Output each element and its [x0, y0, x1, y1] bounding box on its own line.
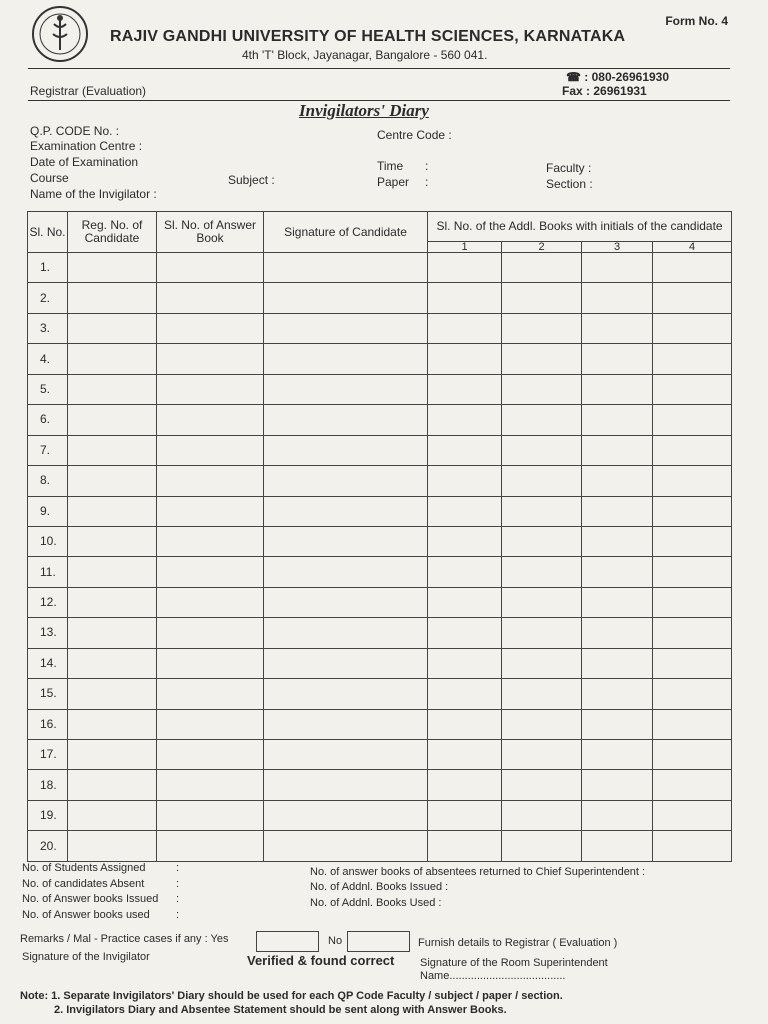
- paper-label: Paper: [377, 175, 410, 189]
- addl-book-1-cell[interactable]: [428, 313, 502, 343]
- reg-no-cell[interactable]: [68, 648, 157, 678]
- addl-book-2-cell[interactable]: [502, 526, 582, 556]
- addl-book-4-cell[interactable]: [653, 770, 732, 800]
- header-divider: [28, 68, 730, 69]
- addl-book-2-cell[interactable]: [502, 648, 582, 678]
- addnl-books-used-label: No. of Addnl. Books Used :: [310, 897, 442, 909]
- addl-book-2-cell[interactable]: [502, 679, 582, 709]
- addl-book-3-cell[interactable]: [582, 253, 653, 283]
- addl-book-1-cell[interactable]: [428, 557, 502, 587]
- answer-book-cell[interactable]: [157, 344, 264, 374]
- row-serial-number: 3.: [28, 313, 68, 343]
- row-serial-number: 16.: [28, 709, 68, 739]
- answer-book-cell[interactable]: [157, 435, 264, 465]
- table-row: [28, 466, 732, 496]
- addl-book-4-cell[interactable]: [653, 313, 732, 343]
- addl-book-2-cell[interactable]: [502, 740, 582, 770]
- reg-no-cell[interactable]: [68, 618, 157, 648]
- subcol-1: 1: [428, 242, 502, 253]
- addl-book-4-cell[interactable]: [653, 800, 732, 830]
- answer-book-cell[interactable]: [157, 313, 264, 343]
- reg-no-cell[interactable]: [68, 466, 157, 496]
- addnl-books-issued-label: No. of Addnl. Books Issued :: [310, 881, 449, 893]
- addl-book-3-cell[interactable]: [582, 374, 653, 404]
- answer-book-cell[interactable]: [157, 405, 264, 435]
- form-number: Form No. 4: [665, 14, 728, 28]
- addl-book-3-cell[interactable]: [582, 526, 653, 556]
- addl-book-3-cell[interactable]: [582, 435, 653, 465]
- addl-book-1-cell[interactable]: [428, 800, 502, 830]
- addl-book-1-cell[interactable]: [428, 405, 502, 435]
- addl-book-4-cell[interactable]: [653, 648, 732, 678]
- exam-date-label: Date of Examination: [30, 155, 139, 169]
- answer-book-cell[interactable]: [157, 466, 264, 496]
- reg-no-cell[interactable]: [68, 709, 157, 739]
- addl-book-1-cell[interactable]: [428, 679, 502, 709]
- signature-cell[interactable]: [264, 587, 428, 617]
- addl-book-3-cell[interactable]: [582, 679, 653, 709]
- row-serial-number: 2.: [28, 283, 68, 313]
- addl-book-3-cell[interactable]: [582, 831, 653, 862]
- answer-book-cell[interactable]: [157, 679, 264, 709]
- answer-book-cell[interactable]: [157, 770, 264, 800]
- reg-no-cell[interactable]: [68, 679, 157, 709]
- addl-book-4-cell[interactable]: [653, 283, 732, 313]
- phone-icon: ☎: [566, 70, 585, 84]
- faculty-label: Faculty :: [546, 161, 592, 175]
- registrar-label: Registrar (Evaluation): [30, 84, 147, 98]
- addl-book-3-cell[interactable]: [582, 709, 653, 739]
- reg-no-cell[interactable]: [68, 496, 157, 526]
- addl-book-3-cell[interactable]: [582, 740, 653, 770]
- addl-book-3-cell[interactable]: [582, 313, 653, 343]
- signature-cell[interactable]: [264, 344, 428, 374]
- addl-book-4-cell[interactable]: [653, 405, 732, 435]
- exam-centre-label: Examination Centre :: [30, 139, 143, 153]
- table-row: [28, 800, 732, 830]
- signature-cell[interactable]: [264, 253, 428, 283]
- answer-book-cell[interactable]: [157, 740, 264, 770]
- table-row: [28, 679, 732, 709]
- addl-book-1-cell[interactable]: [428, 587, 502, 617]
- signature-cell[interactable]: [264, 831, 428, 862]
- signature-cell[interactable]: [264, 709, 428, 739]
- addl-book-1-cell[interactable]: [428, 466, 502, 496]
- table-row: [28, 831, 732, 862]
- addl-book-1-cell[interactable]: [428, 283, 502, 313]
- addl-book-1-cell[interactable]: [428, 344, 502, 374]
- reg-no-cell[interactable]: [68, 526, 157, 556]
- university-name: RAJIV GANDHI UNIVERSITY OF HEALTH SCIENCES, KARNATAKA: [110, 28, 626, 45]
- signature-cell[interactable]: [264, 557, 428, 587]
- row-serial-number: 6.: [28, 405, 68, 435]
- students-assigned-label: No. of Students Assigned: [22, 862, 146, 874]
- addl-book-3-cell[interactable]: [582, 405, 653, 435]
- reg-no-cell[interactable]: [68, 344, 157, 374]
- answer-book-cell[interactable]: [157, 496, 264, 526]
- addl-book-4-cell[interactable]: [653, 679, 732, 709]
- reg-no-cell[interactable]: [68, 740, 157, 770]
- addl-book-3-cell[interactable]: [582, 344, 653, 374]
- reg-no-cell[interactable]: [68, 435, 157, 465]
- superintendent-name-line: Name......................................: [420, 970, 566, 982]
- table-row: [28, 253, 732, 283]
- reg-no-cell[interactable]: [68, 283, 157, 313]
- table-row: [28, 435, 732, 465]
- addl-book-4-cell[interactable]: [653, 618, 732, 648]
- addl-book-2-cell[interactable]: [502, 618, 582, 648]
- addl-book-4-cell[interactable]: [653, 557, 732, 587]
- qp-code-label: Q.P. CODE No. :: [30, 124, 120, 138]
- addl-book-2-cell[interactable]: [502, 770, 582, 800]
- table-row: [28, 526, 732, 556]
- addl-book-1-cell[interactable]: [428, 770, 502, 800]
- subcol-3: 3: [582, 242, 653, 253]
- addl-book-2-cell[interactable]: [502, 587, 582, 617]
- university-logo: [26, 4, 94, 64]
- row-serial-number: 18.: [28, 770, 68, 800]
- addl-book-2-cell[interactable]: [502, 344, 582, 374]
- invigilator-signature-label: Signature of the Invigilator: [22, 951, 150, 963]
- row-serial-number: 4.: [28, 344, 68, 374]
- addl-book-2-cell[interactable]: [502, 557, 582, 587]
- answer-books-used-label: No. of Answer books used: [22, 909, 150, 921]
- row-serial-number: 11.: [28, 557, 68, 587]
- answer-books-issued-label: No. of Answer books Issued: [22, 893, 159, 905]
- subcol-2: 2: [502, 242, 582, 253]
- subcol-4: 4: [653, 242, 732, 253]
- addl-book-2-cell[interactable]: [502, 800, 582, 830]
- addl-book-3-cell[interactable]: [582, 283, 653, 313]
- addl-book-4-cell[interactable]: [653, 831, 732, 862]
- answer-book-cell[interactable]: [157, 253, 264, 283]
- centre-code-label: Centre Code :: [377, 128, 452, 142]
- row-serial-number: 10.: [28, 526, 68, 556]
- col-header-reg-no: Reg. No. of Candidate: [68, 212, 157, 253]
- addl-book-1-cell[interactable]: [428, 831, 502, 862]
- table-row: [28, 709, 732, 739]
- answer-book-cell[interactable]: [157, 648, 264, 678]
- addl-book-3-cell[interactable]: [582, 648, 653, 678]
- table-row: [28, 648, 732, 678]
- row-serial-number: 9.: [28, 496, 68, 526]
- addl-book-1-cell[interactable]: [428, 435, 502, 465]
- addl-book-3-cell[interactable]: [582, 770, 653, 800]
- signature-cell[interactable]: [264, 800, 428, 830]
- signature-cell[interactable]: [264, 526, 428, 556]
- addl-book-2-cell[interactable]: [502, 313, 582, 343]
- signature-cell[interactable]: [264, 648, 428, 678]
- answer-book-cell[interactable]: [157, 557, 264, 587]
- table-row: [28, 770, 732, 800]
- addl-book-1-cell[interactable]: [428, 709, 502, 739]
- table-row: [28, 405, 732, 435]
- remarks-label: Remarks / Mal - Practice cases if any : Yes: [20, 933, 229, 945]
- addl-book-4-cell[interactable]: [653, 374, 732, 404]
- phone-number: [566, 70, 669, 84]
- col-header-signature: Signature of Candidate: [264, 212, 428, 253]
- addl-book-1-cell[interactable]: [428, 526, 502, 556]
- addl-book-1-cell[interactable]: [428, 618, 502, 648]
- row-serial-number: 15.: [28, 679, 68, 709]
- fax-number: Fax : 26961931: [562, 84, 647, 98]
- remarks-yes-box[interactable]: [256, 931, 319, 952]
- row-serial-number: 14.: [28, 648, 68, 678]
- col-header-answer-book: Sl. No. of Answer Book: [157, 212, 264, 253]
- addl-book-2-cell[interactable]: [502, 709, 582, 739]
- signature-cell[interactable]: [264, 435, 428, 465]
- addl-book-3-cell[interactable]: [582, 618, 653, 648]
- signature-cell[interactable]: [264, 740, 428, 770]
- row-serial-number: 19.: [28, 800, 68, 830]
- addl-book-2-cell[interactable]: [502, 283, 582, 313]
- table-row: [28, 374, 732, 404]
- table-row: [28, 313, 732, 343]
- absentee-books-returned-label: No. of answer books of absentees returned to Chief Superintendent :: [310, 866, 646, 878]
- signature-cell[interactable]: [264, 374, 428, 404]
- table-row: [28, 344, 732, 374]
- addl-book-4-cell[interactable]: [653, 709, 732, 739]
- colon-1: :: [176, 862, 180, 874]
- addl-book-2-cell[interactable]: [502, 466, 582, 496]
- row-serial-number: 1.: [28, 253, 68, 283]
- answer-book-cell[interactable]: [157, 800, 264, 830]
- row-serial-number: 17.: [28, 740, 68, 770]
- remarks-no-label: No: [328, 935, 343, 947]
- reg-no-cell[interactable]: [68, 770, 157, 800]
- addl-book-1-cell[interactable]: [428, 648, 502, 678]
- table-row: [28, 557, 732, 587]
- answer-book-cell[interactable]: [157, 374, 264, 404]
- reg-no-cell[interactable]: [68, 253, 157, 283]
- addl-book-1-cell[interactable]: [428, 496, 502, 526]
- row-serial-number: 13.: [28, 618, 68, 648]
- addl-book-1-cell[interactable]: [428, 253, 502, 283]
- addl-book-4-cell[interactable]: [653, 526, 732, 556]
- addl-book-2-cell[interactable]: [502, 435, 582, 465]
- answer-book-cell[interactable]: [157, 526, 264, 556]
- signature-cell[interactable]: [264, 496, 428, 526]
- addl-book-3-cell[interactable]: [582, 466, 653, 496]
- signature-cell[interactable]: [264, 770, 428, 800]
- candidates-absent-label: No. of candidates Absent: [22, 878, 145, 890]
- signature-cell[interactable]: [264, 405, 428, 435]
- addl-book-2-cell[interactable]: [502, 374, 582, 404]
- addl-book-2-cell[interactable]: [502, 253, 582, 283]
- answer-book-cell[interactable]: [157, 283, 264, 313]
- reg-no-cell[interactable]: [68, 405, 157, 435]
- table-row: [28, 496, 732, 526]
- paper-colon: :: [425, 175, 429, 189]
- addl-book-4-cell[interactable]: [653, 740, 732, 770]
- answer-book-cell[interactable]: [157, 831, 264, 862]
- addl-book-3-cell[interactable]: [582, 587, 653, 617]
- addl-book-1-cell[interactable]: [428, 740, 502, 770]
- time-label: Time: [377, 159, 404, 173]
- reg-no-cell[interactable]: [68, 831, 157, 862]
- verified-label: Verified & found correct: [247, 953, 395, 968]
- colon-3: :: [176, 893, 180, 905]
- table-row: [28, 740, 732, 770]
- section-label: Section :: [546, 177, 593, 191]
- time-colon: :: [425, 159, 429, 173]
- course-label: Course: [30, 171, 69, 185]
- note-1: Note: 1. Separate Invigilators' Diary should be used for each QP Code Faculty / subject / paper / section.: [20, 990, 563, 1002]
- table-row: [28, 587, 732, 617]
- row-serial-number: 5.: [28, 374, 68, 404]
- reg-no-cell[interactable]: [68, 374, 157, 404]
- addl-book-3-cell[interactable]: [582, 496, 653, 526]
- signature-cell[interactable]: [264, 313, 428, 343]
- page-title: Invigilators' Diary: [299, 101, 429, 120]
- addl-book-1-cell[interactable]: [428, 374, 502, 404]
- reg-no-cell[interactable]: [68, 313, 157, 343]
- row-serial-number: 12.: [28, 587, 68, 617]
- row-serial-number: 7.: [28, 435, 68, 465]
- addl-book-2-cell[interactable]: [502, 496, 582, 526]
- signature-cell[interactable]: [264, 679, 428, 709]
- answer-book-cell[interactable]: [157, 587, 264, 617]
- reg-no-cell[interactable]: [68, 557, 157, 587]
- table-row: [28, 283, 732, 313]
- addl-book-4-cell[interactable]: [653, 496, 732, 526]
- addl-book-4-cell[interactable]: [653, 344, 732, 374]
- phone-text: : 080-26961930: [584, 70, 670, 84]
- table-row: [28, 618, 732, 648]
- addl-book-4-cell[interactable]: [653, 253, 732, 283]
- colon-4: :: [176, 909, 180, 921]
- answer-book-cell[interactable]: [157, 618, 264, 648]
- addl-book-2-cell[interactable]: [502, 831, 582, 862]
- signature-cell[interactable]: [264, 283, 428, 313]
- room-superintendent-signature-label: Signature of the Room Superintendent: [420, 957, 608, 969]
- invigilator-diary-table: [27, 211, 732, 862]
- university-address: 4th 'T' Block, Jayanagar, Bangalore - 560 041.: [242, 48, 488, 62]
- remarks-no-box[interactable]: [347, 931, 410, 952]
- addl-book-4-cell[interactable]: [653, 587, 732, 617]
- addl-book-4-cell[interactable]: [653, 435, 732, 465]
- addl-book-4-cell[interactable]: [653, 466, 732, 496]
- signature-cell[interactable]: [264, 466, 428, 496]
- addl-book-3-cell[interactable]: [582, 557, 653, 587]
- addl-book-2-cell[interactable]: [502, 405, 582, 435]
- addl-book-3-cell[interactable]: [582, 800, 653, 830]
- note-2: 2. Invigilators Diary and Absentee Statement should be sent along with Answer Books.: [54, 1004, 507, 1016]
- row-serial-number: 20.: [28, 831, 68, 862]
- invigilator-name-label: Name of the Invigilator :: [30, 187, 157, 201]
- subject-label: Subject :: [228, 173, 275, 187]
- row-serial-number: 8.: [28, 466, 68, 496]
- furnish-details-label: Furnish details to Registrar ( Evaluation ): [418, 937, 618, 949]
- colon-2: :: [176, 878, 180, 890]
- col-header-sl-no: Sl. No.: [28, 212, 68, 253]
- signature-cell[interactable]: [264, 618, 428, 648]
- col-header-addl-books: Sl. No. of the Addl. Books with initials of the candidate: [428, 212, 732, 242]
- reg-no-cell[interactable]: [68, 587, 157, 617]
- reg-no-cell[interactable]: [68, 800, 157, 830]
- answer-book-cell[interactable]: [157, 709, 264, 739]
